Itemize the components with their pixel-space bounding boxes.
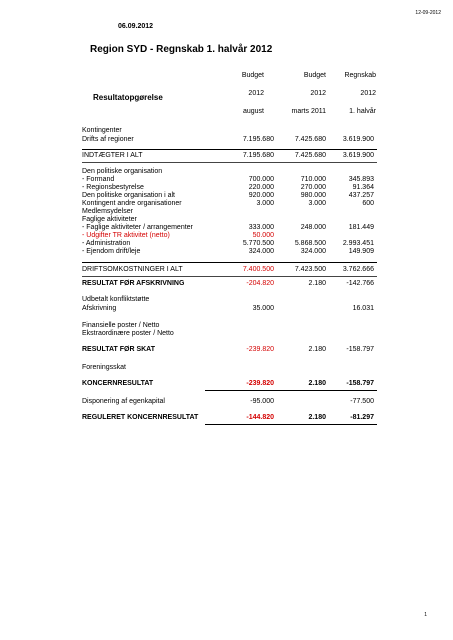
value-budget-marts: 324.000	[300, 248, 326, 255]
value-budget-august: 7.195.680	[242, 136, 274, 143]
row-label: - Udgifter TR aktivitet (netto)	[82, 232, 170, 239]
value-regnskab: 3.619.900	[342, 152, 374, 159]
value-budget-august: 333.000	[248, 224, 274, 231]
value-budget-marts: 710.000	[300, 176, 326, 183]
row-disponering	[82, 398, 376, 408]
row-koncernresultat	[82, 380, 376, 390]
value-budget-august: 5.770.500	[242, 240, 274, 247]
value-regnskab: 600	[362, 200, 374, 207]
col2-type: Budget	[303, 72, 326, 79]
value-budget-marts: 7.425.680	[294, 152, 326, 159]
value-budget-august: -95.000	[250, 398, 274, 405]
row-label: DRIFTSOMKOSTNINGER I ALT	[82, 266, 183, 273]
value-budget-marts: 2.180	[308, 280, 326, 287]
row-drifts	[82, 136, 376, 146]
value-budget-august: 7.400.500	[242, 266, 274, 273]
value-budget-august: 700.000	[248, 176, 274, 183]
row-foreningsskat	[82, 364, 376, 374]
row-label: RESULTAT FØR SKAT	[82, 346, 155, 353]
row-label: Den politiske organisation	[82, 168, 163, 175]
value-regnskab: 3.762.666	[342, 266, 374, 273]
row-label: - Ejendom drift/leje	[82, 248, 141, 255]
col3-type: Regnskab	[344, 72, 376, 79]
value-budget-marts: 3.000	[308, 200, 326, 207]
row-resultat-foer-skat	[82, 346, 376, 356]
value-regnskab: -142.766	[346, 280, 374, 287]
value-budget-august: 220.000	[248, 184, 274, 191]
col2-year: 2012	[310, 90, 326, 97]
row-ejendom	[82, 248, 376, 258]
value-regnskab: -158.797	[346, 346, 374, 353]
value-regnskab: 149.909	[348, 248, 374, 255]
divider	[82, 262, 377, 263]
row-afskrivning	[82, 305, 376, 315]
value-budget-august: -239.820	[246, 380, 274, 387]
col3-year: 2012	[360, 90, 376, 97]
value-budget-august: -144.820	[246, 414, 274, 421]
value-budget-august: 7.195.680	[242, 152, 274, 159]
row-reguleret-koncernresultat	[82, 414, 376, 424]
report-date: 06.09.2012	[118, 23, 154, 30]
value-budget-august: 920.000	[248, 192, 274, 199]
page-number: 1	[424, 612, 427, 618]
value-budget-august: -239.820	[246, 346, 274, 353]
row-label: Kontingent andre organisationer	[82, 200, 182, 207]
divider	[82, 162, 377, 163]
row-label: - Regionsbestyrelse	[82, 184, 144, 191]
value-regnskab: 3.619.900	[342, 136, 374, 143]
row-label: Disponering af egenkapital	[82, 398, 165, 405]
col1-type: Budget	[241, 72, 264, 79]
divider	[82, 149, 377, 150]
row-ekstraordinaere-poster	[82, 330, 376, 340]
value-budget-marts: 980.000	[300, 192, 326, 199]
value-regnskab: 2.993.451	[342, 240, 374, 247]
row-label: Udbetalt konfliktstøtte	[82, 296, 150, 303]
row-label: KONCERNRESULTAT	[82, 380, 154, 387]
row-label: Ekstraordinære poster / Netto	[82, 330, 174, 337]
value-regnskab: 345.893	[348, 176, 374, 183]
value-budget-marts: 2.180	[308, 414, 326, 421]
value-regnskab: -77.500	[350, 398, 374, 405]
row-indtaegter-total	[82, 152, 376, 162]
row-label: - Administration	[82, 240, 131, 247]
divider	[205, 390, 377, 391]
row-resultat-foer-afskrivning	[82, 280, 376, 290]
col2-period: marts 2011	[291, 108, 326, 115]
value-budget-marts: 270.000	[300, 184, 326, 191]
value-budget-marts: 2.180	[308, 380, 326, 387]
row-label: Finansielle poster / Netto	[82, 322, 160, 329]
value-budget-marts: 7.425.680	[294, 136, 326, 143]
value-regnskab: 16.031	[352, 305, 374, 312]
value-regnskab: 91.364	[352, 184, 374, 191]
col1-year: 2012	[248, 90, 264, 97]
row-label: Drifts af regioner	[82, 136, 134, 143]
value-budget-marts: 2.180	[308, 346, 326, 353]
value-budget-august: 50.000	[252, 232, 274, 239]
divider	[205, 424, 377, 425]
value-budget-marts: 248.000	[300, 224, 326, 231]
value-budget-august: -204.820	[246, 280, 274, 287]
value-regnskab: -158.797	[346, 380, 374, 387]
value-regnskab: 181.449	[348, 224, 374, 231]
row-label: Den politiske organisation i alt	[82, 192, 175, 199]
row-label: RESULTAT FØR AFSKRIVNING	[82, 280, 185, 287]
row-label: Afskrivning	[82, 305, 117, 312]
row-driftsomkostninger-total	[82, 266, 376, 276]
value-budget-august: 35.000	[252, 305, 274, 312]
section-title: Resultatopgørelse	[93, 93, 163, 102]
value-budget-marts: 5.868.500	[294, 240, 326, 247]
col3-period: 1. halvår	[349, 108, 376, 115]
row-label: Medlemsydelser	[82, 208, 133, 215]
value-budget-marts: 7.423.500	[294, 266, 326, 273]
row-label: - Faglige aktiviteter / arrangementer	[82, 224, 193, 231]
value-regnskab: -81.297	[350, 414, 374, 421]
col1-period: august	[242, 108, 264, 115]
value-budget-august: 3.000	[256, 200, 274, 207]
value-regnskab: 437.257	[348, 192, 374, 199]
row-label: INDTÆGTER I ALT	[82, 152, 143, 159]
row-label: Foreningsskat	[82, 364, 126, 371]
value-budget-august: 324.000	[248, 248, 274, 255]
row-label: Kontingenter	[82, 127, 122, 134]
row-label: Faglige aktiviteter	[82, 216, 137, 223]
print-date: 12-09-2012	[415, 10, 441, 16]
page-title: Region SYD - Regnskab 1. halvår 2012	[90, 44, 273, 55]
row-label: REGULERET KONCERNRESULTAT	[82, 414, 199, 421]
divider	[82, 276, 377, 277]
row-label: - Formand	[82, 176, 115, 183]
